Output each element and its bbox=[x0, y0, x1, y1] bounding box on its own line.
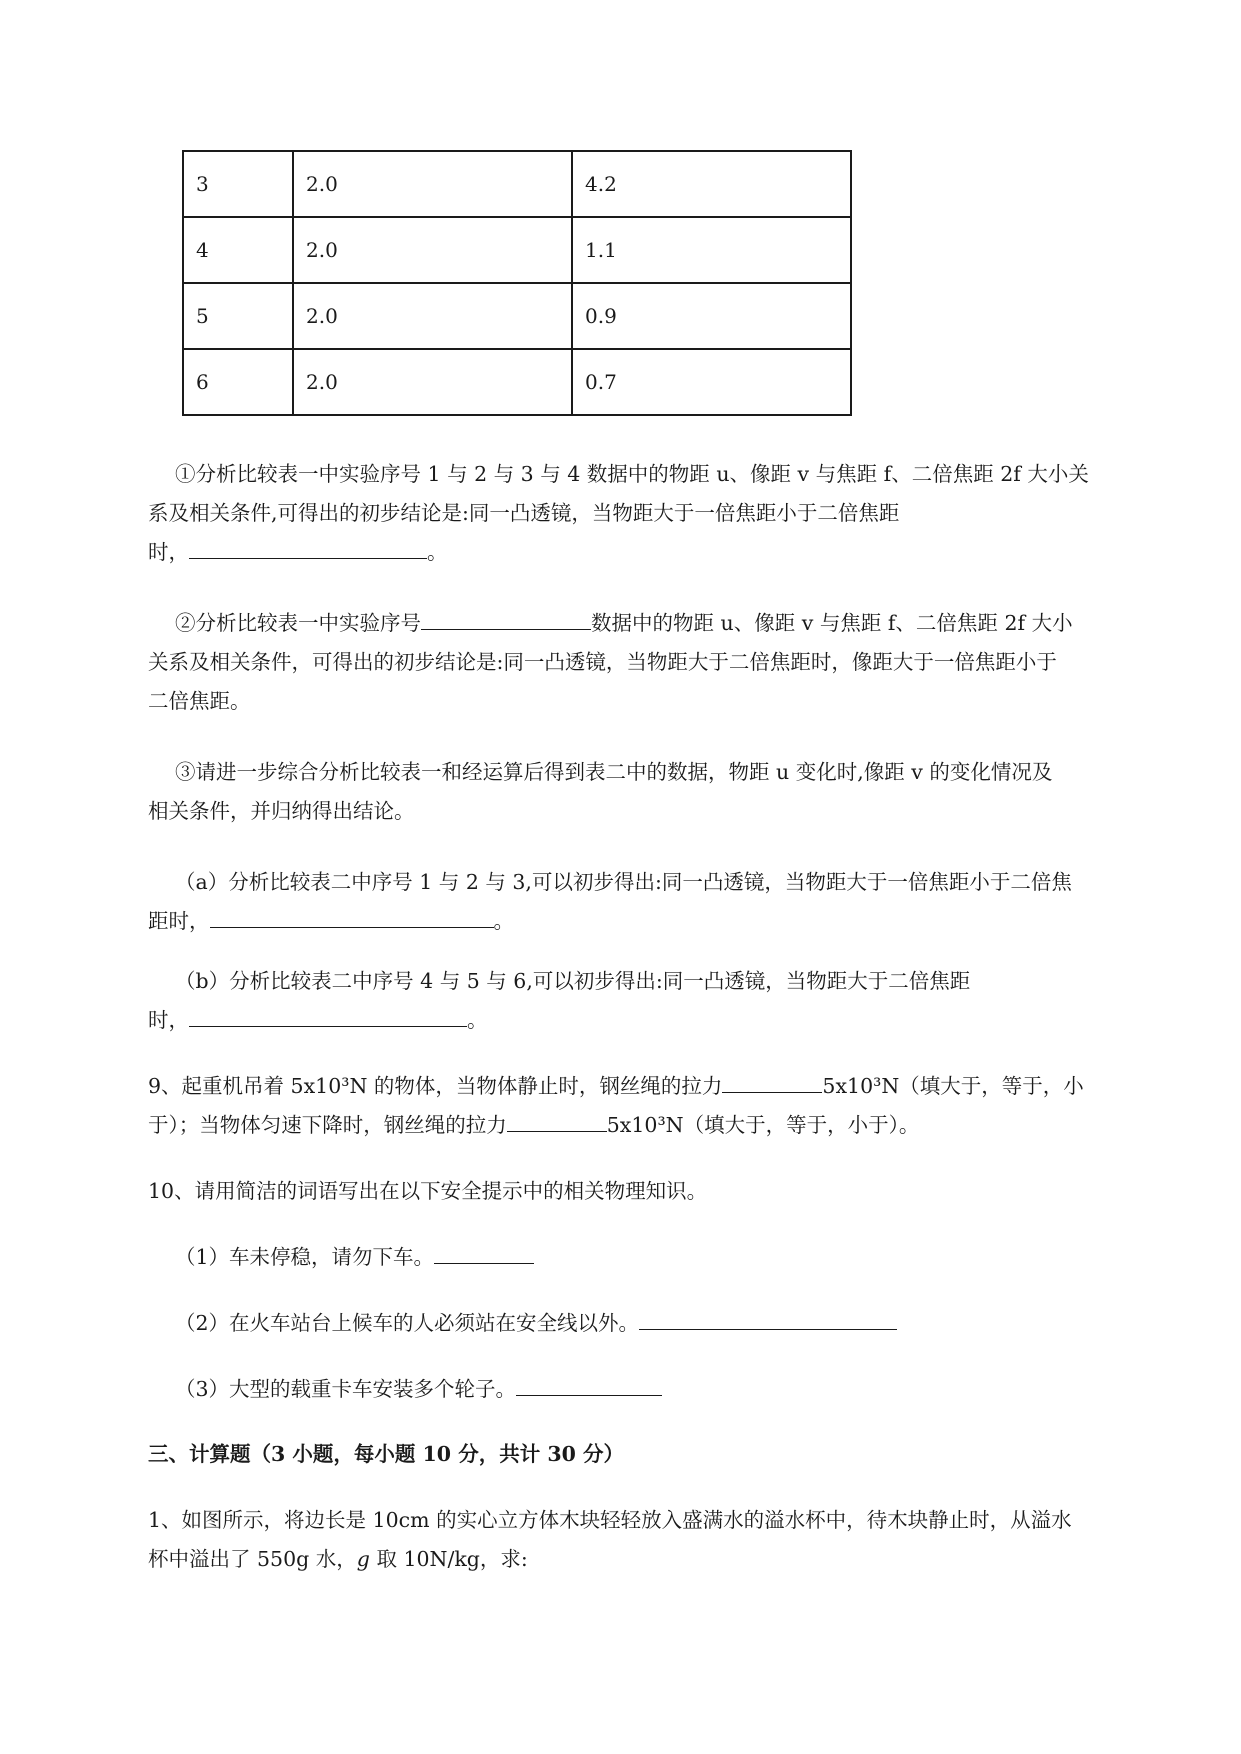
analysis-1-line-3 bbox=[148, 538, 448, 566]
table-cell: 0.7 bbox=[572, 349, 851, 415]
analysis-1-line-2: 系及相关条件,可得出的初步结论是:同一凸透镜，当物距大于一倍焦距小于二倍焦距 bbox=[148, 501, 900, 525]
analysis-b-line-2 bbox=[148, 1006, 488, 1034]
table-row bbox=[183, 349, 851, 415]
table-cell: 0.9 bbox=[572, 283, 851, 349]
text: 9、起重机吊着 5x10³N 的物体，当物体静止时，钢丝绳的拉力 bbox=[148, 1074, 723, 1098]
answer-blank[interactable] bbox=[722, 1072, 822, 1093]
text: 于）；当物体匀速下降时，钢丝绳的拉力 bbox=[148, 1113, 507, 1137]
analysis-2-line-1 bbox=[175, 609, 1073, 637]
question-10-item-3 bbox=[175, 1375, 662, 1403]
answer-blank[interactable] bbox=[189, 538, 427, 559]
table-cell: 4.2 bbox=[572, 151, 851, 217]
text: 数据中的物距 u、像距 v 与焦距 f、二倍焦距 2f 大小 bbox=[591, 611, 1073, 635]
calc-question-1-line-2 bbox=[148, 1545, 528, 1573]
text: ②分析比较表一中实验序号 bbox=[175, 611, 421, 635]
table-cell: 5 bbox=[183, 283, 293, 349]
text: 5x10³N（填大于，等于，小于）。 bbox=[606, 1113, 920, 1137]
table-cell: 3 bbox=[183, 151, 293, 217]
table-cell: 4 bbox=[183, 217, 293, 283]
question-10-item-1 bbox=[175, 1243, 534, 1271]
text: 。 bbox=[493, 909, 514, 933]
calc-question-1-line-1: 1、如图所示，将边长是 10cm 的实心立方体木块轻轻放入盛满水的溢水杯中，待木块静止时，从溢水 bbox=[148, 1508, 1072, 1532]
text: 。 bbox=[467, 1008, 488, 1032]
answer-blank[interactable] bbox=[507, 1111, 607, 1132]
analysis-2-line-2: 关系及相关条件，可得出的初步结论是:同一凸透镜，当物距大于二倍焦距时，像距大于一倍焦距小于 bbox=[148, 650, 1057, 674]
question-9-line-1 bbox=[148, 1072, 1084, 1100]
text: 杯中溢出了 550g 水， bbox=[148, 1547, 357, 1571]
analysis-b-line-1: （b）分析比较表二中序号 4 与 5 与 6,可以初步得出:同一凸透镜，当物距大于二倍焦距 bbox=[175, 969, 971, 993]
text: （2）在火车站台上候车的人必须站在安全线以外。 bbox=[175, 1311, 640, 1335]
data-table-body bbox=[183, 151, 851, 415]
analysis-2-line-3: 二倍焦距。 bbox=[148, 689, 251, 713]
table-row bbox=[183, 151, 851, 217]
table-cell: 1.1 bbox=[572, 217, 851, 283]
table-cell: 2.0 bbox=[293, 151, 572, 217]
table-cell: 2.0 bbox=[293, 217, 572, 283]
answer-blank[interactable] bbox=[639, 1309, 897, 1330]
analysis-1-line-1: ①分析比较表一中实验序号 1 与 2 与 3 与 4 数据中的物距 u、像距 v 与焦距 f、二倍焦距 2f 大小关 bbox=[175, 462, 1089, 486]
table-cell: 2.0 bbox=[293, 283, 572, 349]
data-table bbox=[182, 150, 852, 416]
text: （3）大型的载重卡车安装多个轮子。 bbox=[175, 1377, 517, 1401]
text: 取 10N/kg，求: bbox=[369, 1547, 528, 1571]
analysis-3-line-1: ③请进一步综合分析比较表一和经运算后得到表二中的数据，物距 u 变化时,像距 v 的变化情况及 bbox=[175, 760, 1053, 784]
answer-blank[interactable] bbox=[210, 907, 494, 928]
table-row bbox=[183, 283, 851, 349]
question-9-line-2 bbox=[148, 1111, 919, 1139]
table-row bbox=[183, 217, 851, 283]
question-10-title: 10、请用简洁的词语写出在以下安全提示中的相关物理知识。 bbox=[148, 1179, 708, 1203]
answer-blank[interactable] bbox=[516, 1375, 662, 1396]
analysis-a-line-1: （a）分析比较表二中序号 1 与 2 与 3,可以初步得出:同一凸透镜，当物距大于一倍焦距小于二倍焦 bbox=[175, 870, 1072, 894]
gravity-symbol: g bbox=[356, 1547, 370, 1571]
analysis-a-line-2 bbox=[148, 907, 514, 935]
answer-blank[interactable] bbox=[421, 609, 591, 630]
text: 时， bbox=[148, 540, 189, 564]
text: 5x10³N（填大于，等于，小 bbox=[822, 1074, 1084, 1098]
section-3-heading: 三、计算题（3 小题，每小题 10 分，共计 30 分） bbox=[148, 1442, 625, 1466]
text: （1）车未停稳，请勿下车。 bbox=[175, 1245, 435, 1269]
table-cell: 2.0 bbox=[293, 349, 572, 415]
analysis-3-line-2: 相关条件，并归纳得出结论。 bbox=[148, 799, 415, 823]
question-10-item-2 bbox=[175, 1309, 897, 1337]
text: 。 bbox=[427, 540, 448, 564]
table-cell: 6 bbox=[183, 349, 293, 415]
answer-blank[interactable] bbox=[189, 1006, 467, 1027]
answer-blank[interactable] bbox=[434, 1243, 534, 1264]
text: 时， bbox=[148, 1008, 189, 1032]
text: 距时， bbox=[148, 909, 210, 933]
